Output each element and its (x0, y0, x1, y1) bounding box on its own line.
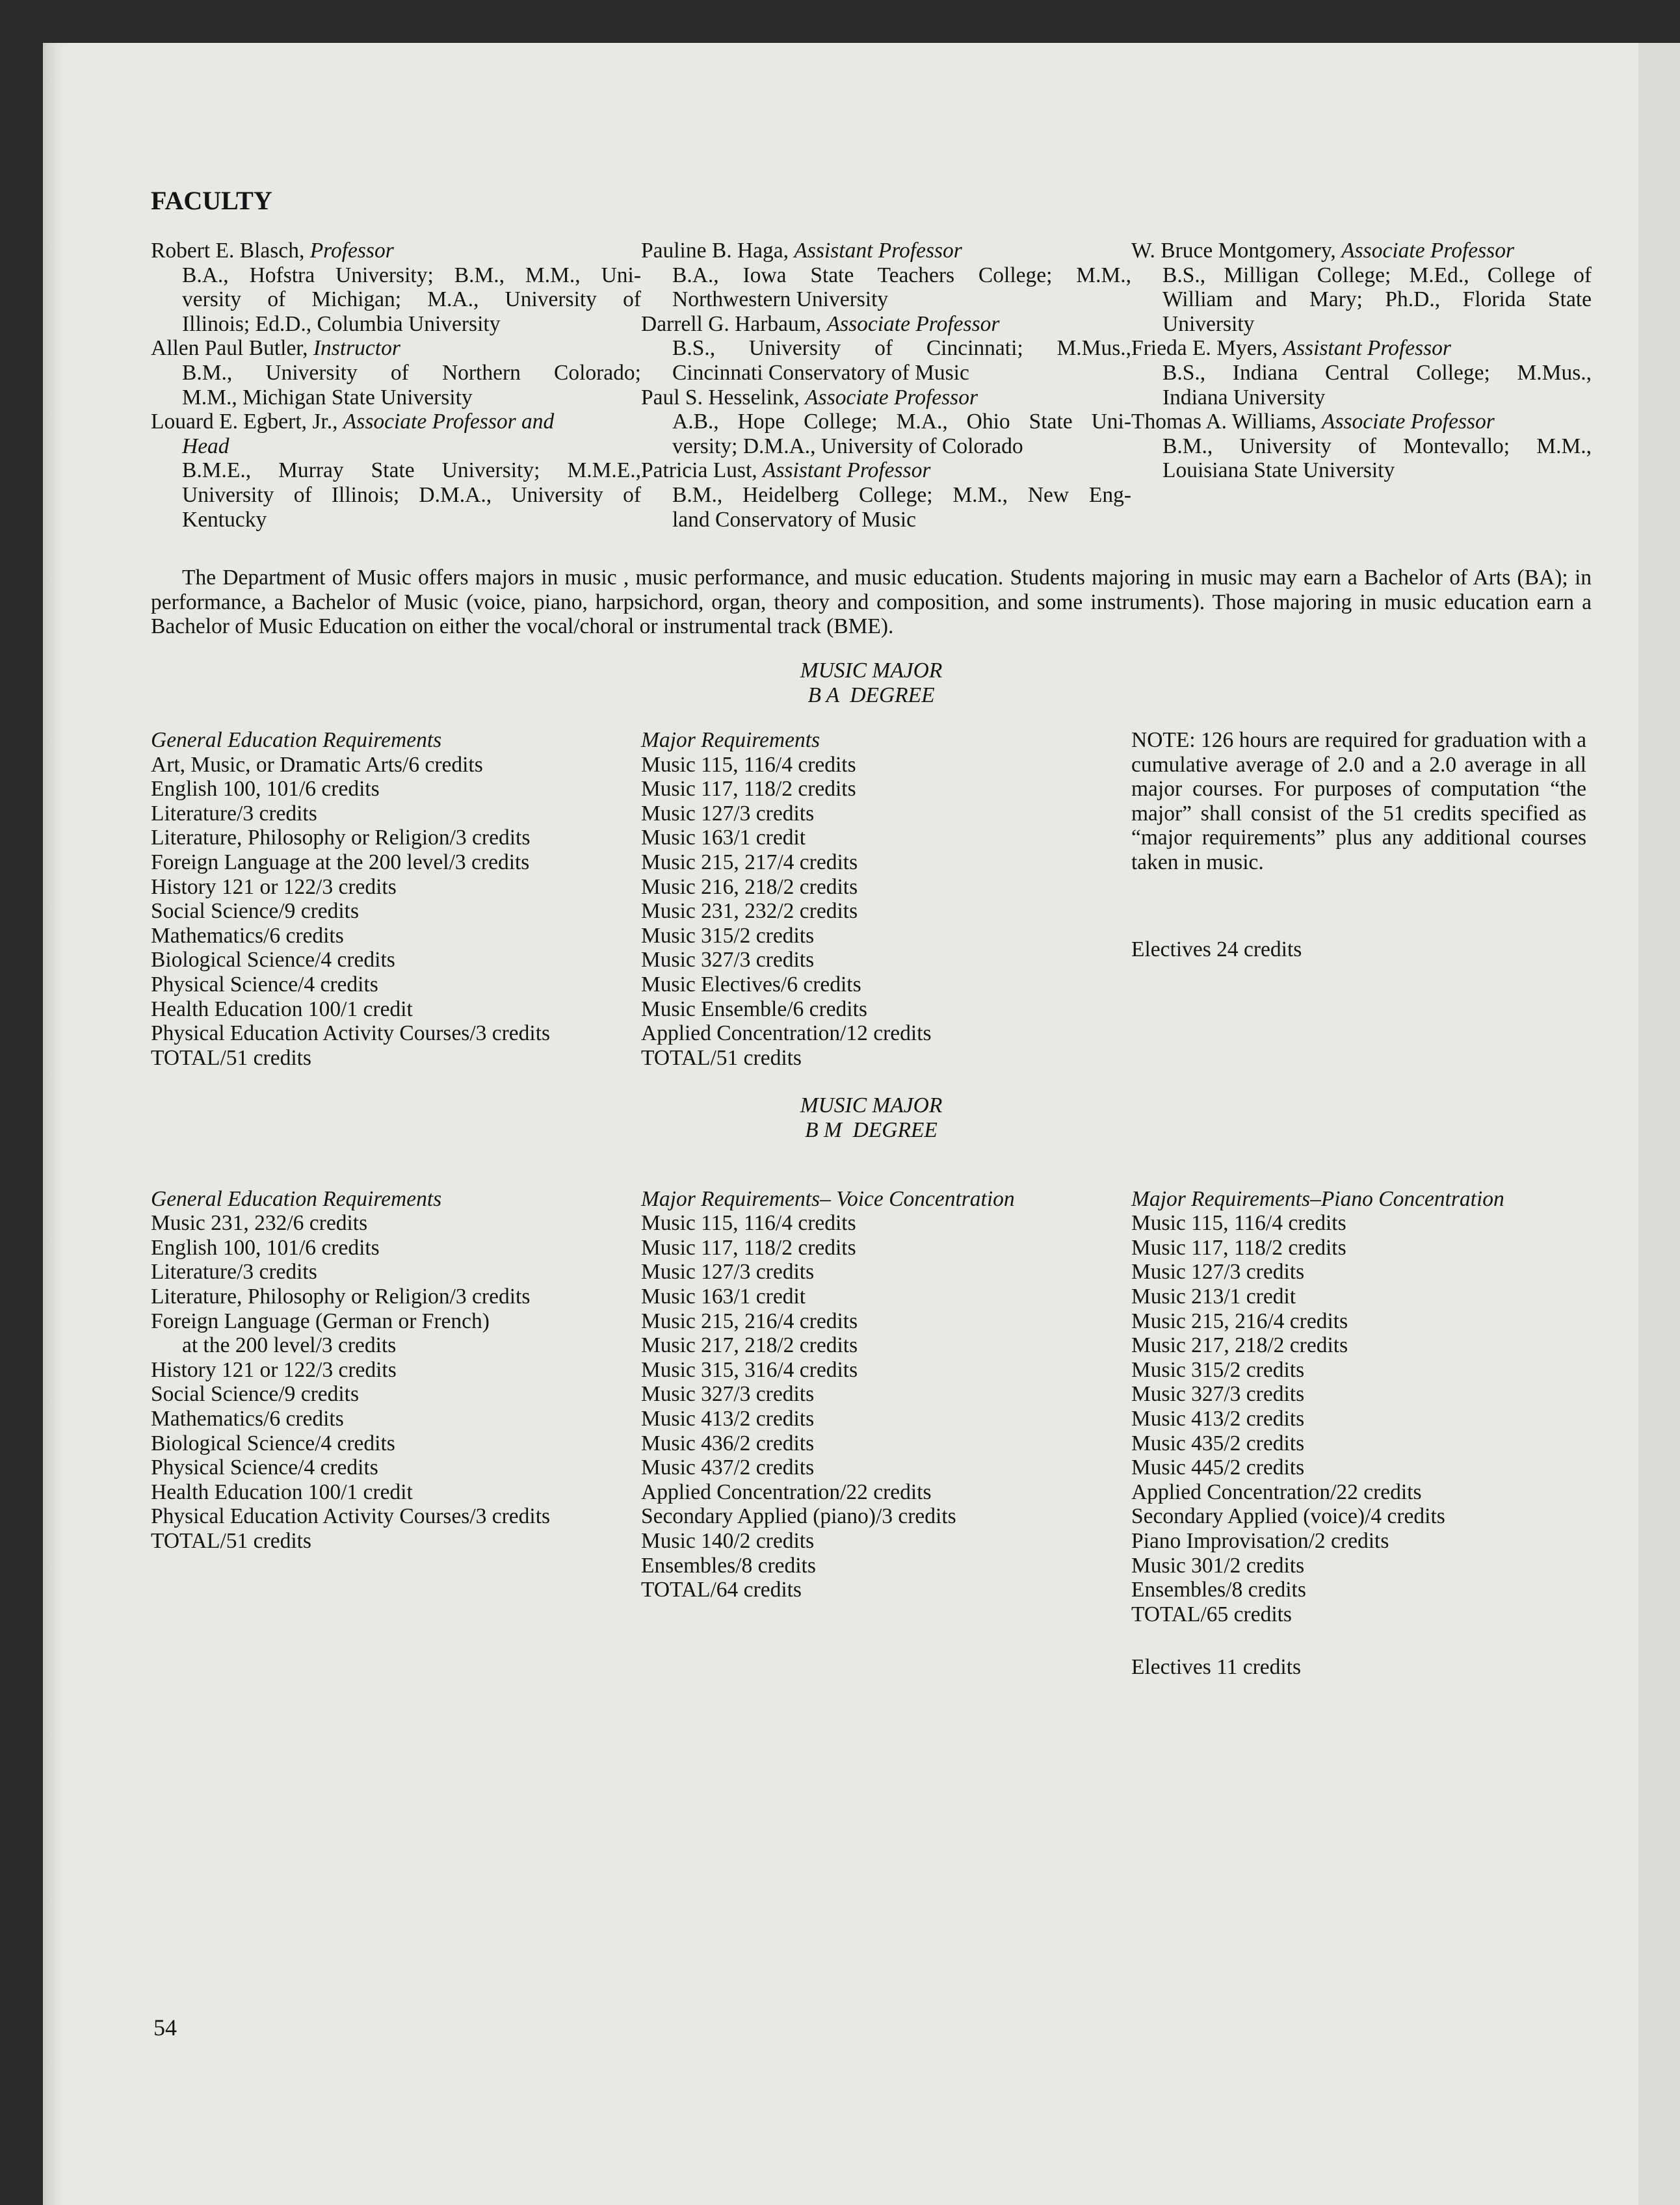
requirement-item: Literature, Philosophy or Religion/3 credits (151, 826, 531, 850)
requirement-item: Music 437/2 credits (641, 1455, 815, 1480)
requirement-item: Physical Science/4 credits (151, 972, 378, 997)
requirement-item: Health Education 100/1 credit (151, 997, 413, 1021)
requirement-item: Music 435/2 credits (1131, 1431, 1305, 1455)
requirement-item: Music 117, 118/2 credits (641, 777, 856, 802)
requirement-item: Music 215, 217/4 credits (641, 850, 858, 875)
faculty-degrees: Indiana University (1162, 385, 1326, 410)
ba-heading-line-2: B A DEGREE (807, 683, 935, 707)
faculty-degrees: B.A., Iowa State Teachers College; M.M., (672, 263, 1131, 287)
requirement-item: Health Education 100/1 credit (151, 1480, 413, 1504)
faculty-entry (1131, 336, 1592, 410)
faculty-degrees: B.S., Indiana Central College; M.Mus., (1162, 360, 1592, 385)
faculty-name-line (641, 458, 1131, 483)
requirement-item: Music 216, 218/2 credits (641, 874, 858, 899)
requirement-item: Music 231, 232/2 credits (641, 899, 858, 924)
requirement-item: Music 117, 118/2 credits (1131, 1235, 1346, 1260)
faculty-name-line (1131, 336, 1592, 361)
requirement-item: Music 315/2 credits (1131, 1357, 1305, 1382)
faculty-name-line (1131, 410, 1592, 434)
ba-note: NOTE: 126 hours are required for graduation with a cumulative average of 2.0 and a 2.0 average in all major courses. For purposes of computation “the major” shall consist of the 51 credits specified as “major requirements” plus any additional courses taken in music. (1131, 728, 1586, 875)
requirement-item: Music 315/2 credits (641, 923, 815, 948)
ba-major-heading: Major Requirements (641, 728, 820, 753)
requirement-item: Music 213/1 credit (1131, 1284, 1296, 1309)
faculty-name-line (151, 410, 641, 434)
requirement-item: Mathematics/6 credits (151, 1406, 344, 1431)
requirement-item: Music 127/3 credits (1131, 1260, 1305, 1285)
ba-gen-ed (151, 728, 641, 1070)
requirement-item: TOTAL/65 credits (1131, 1602, 1292, 1626)
bm-voice (641, 1187, 1131, 1680)
requirement-item: Literature, Philosophy or Religion/3 credits (151, 1284, 531, 1309)
requirement-item: Music 163/1 credit (641, 1284, 806, 1309)
requirement-item: Art, Music, or Dramatic Arts/6 credits (151, 752, 483, 777)
requirement-item: Music 413/2 credits (1131, 1406, 1305, 1431)
faculty-degrees: versity of Michigan; M.A., University of (182, 287, 641, 312)
faculty-title: Associate Professor (1341, 239, 1514, 263)
requirement-item: Music 115, 116/4 credits (641, 752, 856, 777)
faculty-degrees: Northwestern University (672, 287, 889, 312)
bm-requirements (151, 1187, 1592, 1680)
requirement-item: Music 215, 216/4 credits (1131, 1309, 1348, 1333)
faculty-title: Associate Professor (1322, 410, 1495, 434)
faculty-degrees: versity; D.M.A., University of Colorado (672, 434, 1023, 458)
requirement-item: Foreign Language at the 200 level/3 credits (151, 850, 530, 875)
requirement-item: Music 127/3 credits (641, 1260, 815, 1285)
requirement-item: Music 327/3 credits (641, 948, 815, 972)
requirement-item: History 121 or 122/3 credits (151, 1357, 397, 1382)
faculty-column-3 (1131, 239, 1592, 532)
faculty-degrees: A.B., Hope College; M.A., Ohio State Uni- (672, 410, 1131, 434)
faculty-title: Instructor (313, 336, 400, 361)
requirement-item: TOTAL/51 credits (641, 1045, 802, 1070)
faculty-list (151, 239, 1592, 532)
requirement-item: Music 413/2 credits (641, 1406, 815, 1431)
faculty-name: Allen Paul Butler, (151, 336, 313, 361)
requirement-item: Music Electives/6 credits (641, 972, 861, 997)
faculty-degrees: B.A., Hofstra University; B.M., M.M., Uni- (182, 263, 641, 287)
requirement-item: Music 115, 116/4 credits (641, 1211, 856, 1236)
requirement-item: Music 163/1 credit (641, 826, 806, 850)
faculty-title: Associate Professor and (343, 410, 555, 434)
faculty-degrees: B.S., University of Cincinnati; M.Mus., (672, 336, 1131, 361)
faculty-title: Assistant Professor (1283, 336, 1451, 361)
requirement-item: Secondary Applied (piano)/3 credits (641, 1504, 956, 1529)
faculty-entry (641, 239, 1131, 312)
requirement-item: Piano Improvisation/2 credits (1131, 1528, 1389, 1553)
faculty-name: Thomas A. Williams, (1131, 410, 1322, 434)
faculty-name-line (641, 385, 1131, 410)
requirement-item: Music 117, 118/2 credits (641, 1235, 856, 1260)
bm-heading-line-2: B M DEGREE (805, 1118, 938, 1142)
faculty-column-2 (641, 239, 1131, 532)
bm-electives: Electives 11 credits (1131, 1655, 1302, 1680)
requirement-item: TOTAL/64 credits (641, 1578, 802, 1602)
faculty-name: Patricia Lust, (641, 458, 763, 483)
faculty-degrees: Cincinnati Conservatory of Music (672, 360, 969, 385)
faculty-title: Assistant Professor (763, 458, 931, 483)
requirement-item: Biological Science/4 credits (151, 948, 395, 972)
ba-notes (1131, 728, 1592, 1070)
faculty-name: Louard E. Egbert, Jr., (151, 410, 343, 434)
faculty-name: Pauline B. Haga, (641, 239, 794, 263)
bm-heading-line-1: MUSIC MAJOR (800, 1093, 943, 1118)
requirement-item: Music 217, 218/2 credits (1131, 1333, 1348, 1358)
requirement-item: Music 140/2 credits (641, 1528, 815, 1553)
faculty-degrees: M.M., Michigan State University (182, 385, 473, 410)
requirement-item: Music 301/2 credits (1131, 1553, 1305, 1578)
requirement-item: History 121 or 122/3 credits (151, 874, 397, 899)
ba-major (641, 728, 1131, 1070)
faculty-name: Frieda E. Myers, (1131, 336, 1283, 361)
faculty-entry (151, 239, 641, 336)
requirement-item: Physical Education Activity Courses/3 credits (151, 1021, 551, 1046)
faculty-column-1 (151, 239, 641, 532)
requirement-item: Music 327/3 credits (641, 1382, 815, 1407)
faculty-name-line (641, 312, 1131, 337)
faculty-degrees: William and Mary; Ph.D., Florida State (1162, 287, 1592, 312)
requirement-item: English 100, 101/6 credits (151, 777, 380, 802)
faculty-title: Associate Professor (805, 385, 978, 410)
page-number: 54 (153, 2015, 177, 2041)
faculty-heading: FACULTY (151, 186, 272, 215)
ba-heading-line-1: MUSIC MAJOR (800, 658, 943, 683)
faculty-entry (151, 336, 641, 410)
faculty-degrees: land Conservatory of Music (672, 507, 916, 532)
requirement-item: Physical Science/4 credits (151, 1455, 378, 1480)
faculty-name: W. Bruce Montgomery, (1131, 239, 1342, 263)
faculty-degrees: B.M., University of Montevallo; M.M., (1162, 434, 1592, 458)
faculty-degrees: Kentucky (182, 507, 267, 532)
faculty-entry (641, 385, 1131, 459)
faculty-title: Assistant Professor (794, 239, 962, 263)
page-binding-edge (43, 43, 65, 2205)
faculty-entry (1131, 239, 1592, 336)
ba-electives: Electives 24 credits (1131, 937, 1302, 961)
department-intro: The Department of Music offers majors in music , music performance, and music education. Students majoring in music may earn a Bachelor of Arts (BA); in performance, a Bachelor of Music (voice, piano, harpsichord, organ, theory and composition, and some instruments). Those majoring in music education earn a Bachelor of Music Education on either the vocal/choral or instrumental track (BME). (151, 566, 1592, 639)
faculty-degrees: University of Illinois; D.M.A., University of (182, 482, 641, 507)
requirement-item: Music 315, 316/4 credits (641, 1357, 858, 1382)
requirement-item: Physical Education Activity Courses/3 credits (151, 1504, 551, 1529)
faculty-title: Associate Professor (826, 311, 1000, 336)
faculty-degrees: B.S., Milligan College; M.Ed., College of (1162, 263, 1592, 287)
page-content (151, 185, 1592, 1680)
requirement-item: Biological Science/4 credits (151, 1431, 395, 1455)
requirement-item: Music Ensemble/6 credits (641, 997, 867, 1021)
faculty-entry (641, 458, 1131, 532)
faculty-degrees: B.M., Heidelberg College; M.M., New Eng- (672, 482, 1131, 507)
requirement-item: Applied Concentration/22 credits (641, 1480, 932, 1504)
ba-major-list (641, 753, 1131, 1071)
requirement-item: Music 127/3 credits (641, 801, 815, 826)
bm-gen-ed (151, 1187, 641, 1680)
bm-piano-list (1131, 1211, 1592, 1626)
ba-gen-ed-heading: General Education Requirements (151, 728, 442, 753)
requirement-item: Music 217, 218/2 credits (641, 1333, 858, 1358)
faculty-name: Paul S. Hesselink, (641, 385, 806, 410)
faculty-entry (641, 312, 1131, 385)
requirement-item: Applied Concentration/12 credits (641, 1021, 932, 1046)
faculty-degrees: B.M., University of Northern Colorado; (182, 360, 641, 385)
faculty-name: Robert E. Blasch, (151, 239, 310, 263)
requirement-item: Foreign Language (German or French) (151, 1309, 490, 1333)
faculty-name-line (1131, 239, 1592, 263)
requirement-item: English 100, 101/6 credits (151, 1235, 380, 1260)
ba-gen-ed-list (151, 753, 641, 1071)
ba-degree-heading (151, 659, 1592, 707)
faculty-name-line (641, 239, 1131, 263)
requirement-item: Music 115, 116/4 credits (1131, 1211, 1346, 1236)
requirement-item: Music 445/2 credits (1131, 1455, 1305, 1480)
requirement-item: Music 327/3 credits (1131, 1382, 1305, 1407)
faculty-title: Professor (309, 239, 394, 263)
bm-degree-heading (151, 1093, 1592, 1142)
bm-voice-list (641, 1211, 1131, 1602)
requirement-item: Social Science/9 credits (151, 1382, 360, 1407)
requirement-item: Ensembles/8 credits (1131, 1578, 1306, 1602)
requirement-item: Music 231, 232/6 credits (151, 1211, 368, 1236)
requirement-item: TOTAL/51 credits (151, 1045, 311, 1070)
requirement-item: Literature/3 credits (151, 801, 317, 826)
faculty-degrees: University (1162, 311, 1255, 336)
bm-piano-heading: Major Requirements–Piano Concentration (1131, 1186, 1504, 1211)
bm-gen-ed-heading: General Education Requirements (151, 1186, 442, 1211)
faculty-degrees: B.M.E., Murray State University; M.M.E., (182, 458, 641, 483)
requirement-item: Secondary Applied (voice)/4 credits (1131, 1504, 1445, 1529)
requirement-item: TOTAL/51 credits (151, 1528, 311, 1553)
requirement-item: at the 200 level/3 credits (182, 1333, 397, 1358)
faculty-name-line (151, 336, 641, 361)
faculty-name-line (151, 239, 641, 263)
faculty-degrees: Illinois; Ed.D., Columbia University (182, 311, 501, 336)
ba-requirements (151, 728, 1592, 1070)
bm-voice-heading: Major Requirements– Voice Concentration (641, 1186, 1015, 1211)
requirement-item: Music 215, 216/4 credits (641, 1309, 858, 1333)
bm-piano (1131, 1187, 1592, 1680)
bm-gen-ed-list (151, 1211, 641, 1553)
faculty-title-continued: Head (182, 434, 230, 458)
faculty-entry (151, 410, 641, 532)
requirement-item: Mathematics/6 credits (151, 923, 344, 948)
faculty-name: Darrell G. Harbaum, (641, 311, 827, 336)
faculty-entry (1131, 410, 1592, 483)
facing-page-edge (1638, 43, 1680, 2205)
requirement-item: Ensembles/8 credits (641, 1553, 816, 1578)
requirement-item: Music 436/2 credits (641, 1431, 815, 1455)
requirement-item: Applied Concentration/22 credits (1131, 1480, 1422, 1504)
requirement-item: Social Science/9 credits (151, 899, 360, 924)
faculty-degrees: Louisiana State University (1162, 458, 1395, 483)
requirement-item: Literature/3 credits (151, 1260, 317, 1285)
